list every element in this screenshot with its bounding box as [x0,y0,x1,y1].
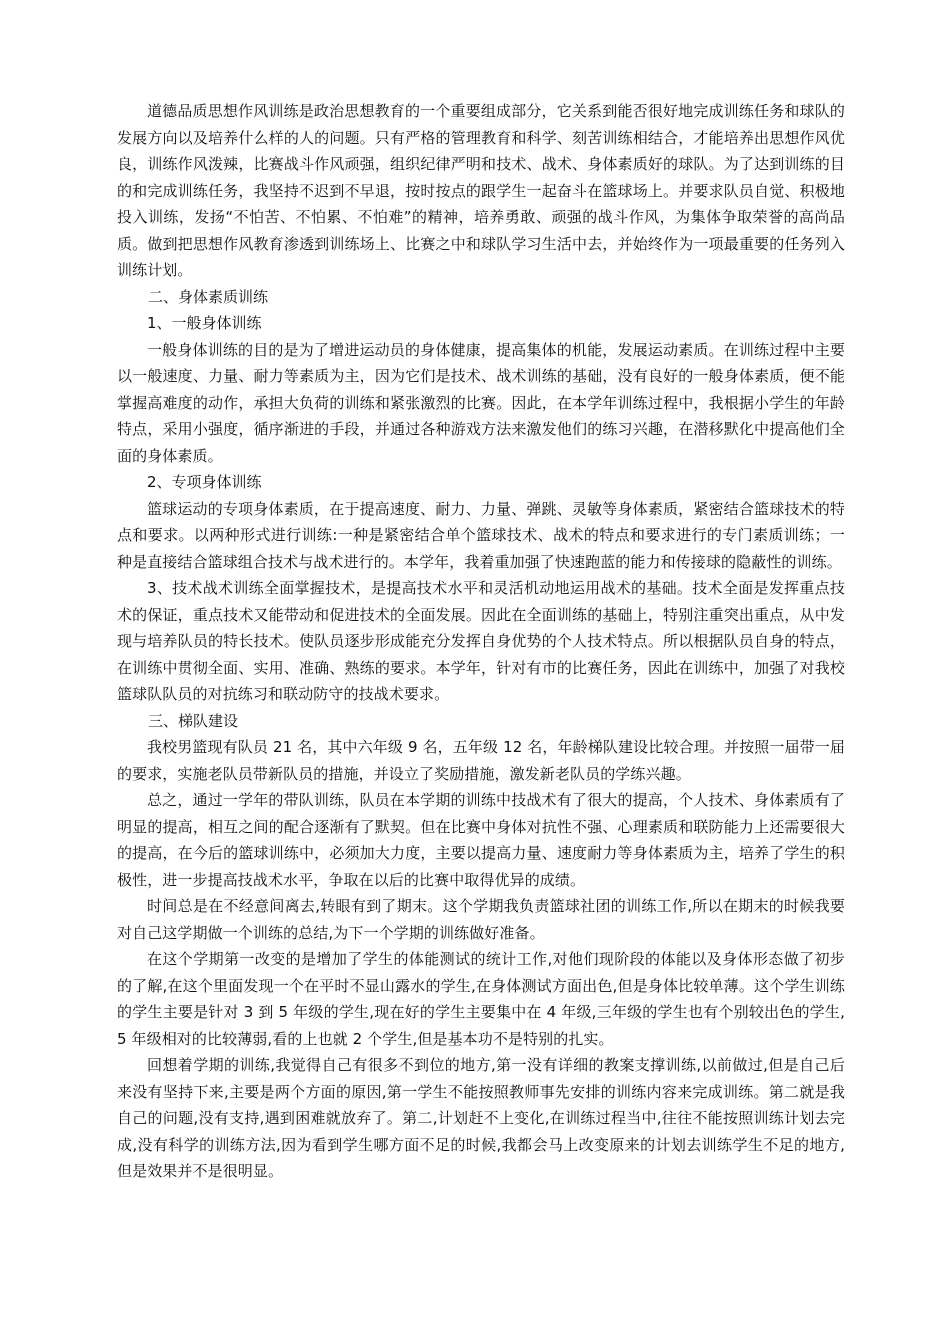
document-page [117,98,845,1185]
paragraph-reflection: 回想着学期的训练,我觉得自己有很多不到位的地方,第一没有详细的教案支撑训练,以前做过,但是自己后来没有坚持下来,主要是两个方面的原因,第一学生不能按照教师事先安排的训练内容来完成训练。第二就是我自己的问题,没有支持,遇到困难就放弃了。第二,计划赶不上变化,在训练过程当中,往往不能按照训练计划去完成,没有科学的训练方法,因为看到学生哪方面不足的时候,我都会马上改变原来的计划去训练学生不足的地方,但是效果并不是很明显。 [117,1056,845,1180]
paragraph-team-roster: 我校男篮现有队员 21 名，其中六年级 9 名，五年级 12 名，年龄梯队建设比较合理。并按照一届带一届的要求，实施老队员带新队员的措施，并设立了奖励措施，激发新老队员的学练兴趣。 [117,738,845,783]
paragraph-fitness-test: 在这个学期第一改变的是增加了学生的体能测试的统计工作,对他们现阶段的体能以及身体形态做了初步的了解,在这个里面发现一个在平时不显山露水的学生,在身体测试方面出色,但是身体比较单薄。这个学生训练的学生主要是针对 3 到 5 年级的学生,现在好的学生主要集中在 4 年级,三年级的学生也有个别较出色的学生,5 年级相对的比较薄弱,看的上也就 2 个学生,但是基本功不是特别的扎实。 [117,950,845,1048]
paragraph-technique-tactics: 3、技术战术训练全面掌握技术，是提高技术水平和灵活机动地运用战术的基础。技术全面是发挥重点技术的保证，重点技术又能带动和促进技术的全面发展。因此在全面训练的基础上，特别注重突出重点，从中发现与培养队员的特长技术。使队员逐步形成能充分发挥自身优势的个人技术特点。所以根据队员自身的特点，在训练中贯彻全面、实用、准确、熟练的要求。本学年，针对有市的比赛任务，因此在训练中，加强了对我校篮球队队员的对抗练习和联动防守的技战术要求。 [117,579,845,703]
paragraph-special-training: 篮球运动的专项身体素质，在于提高速度、耐力、力量、弹跳、灵敏等身体素质，紧密结合篮球技术的特点和要求。以两种形式进行训练:一种是紧密结合单个篮球技术、战术的特点和要求进行的专门素质训练；一种是直接结合篮球组合技术与战术进行的。本学年，我着重加强了快速跑蓝的能力和传接球的隐蔽性的训练。 [117,499,845,571]
subheading-general-training: 1、一般身体训练 [147,314,262,332]
paragraph-moral-training: 道德品质思想作风训练是政治思想教育的一个重要组成部分，它关系到能否很好地完成训练任务和球队的发展方向以及培养什么样的人的问题。只有严格的管理教育和科学、刻苦训练相结合，才能培养出思想作风优良，训练作风泼辣，比赛战斗作风顽强，组织纪律严明和技术、战术、身体素质好的球队。为了达到训练的目的和完成训练任务，我坚持不迟到不早退，按时按点的跟学生一起奋斗在篮球场上。并要求队员自觉、积极地投入训练，发扬“不怕苦、不怕累、不怕难”的精神，培养勇敢、顽强的战斗作风，为集体争取荣誉的高尚品质。做到把思想作风教育渗透到训练场上、比赛之中和球队学习生活中去，并始终作为一项最重要的任务列入训练计划。 [117,102,845,279]
paragraph-term-end: 时间总是在不经意间离去,转眼有到了期末。这个学期我负责篮球社团的训练工作,所以在期末的时候我要对自己这学期做一个训练的总结,为下一个学期的训练做好准备。 [117,897,845,942]
paragraph-general-training: 一般身体训练的目的是为了增进运动员的身体健康，提高集体的机能，发展运动素质。在训练过程中主要以一般速度、力量、耐力等素质为主，因为它们是技术、战术训练的基础，没有良好的一般身体素质，便不能掌握高难度的动作，承担大负荷的训练和紧张激烈的比赛。因此，在本学年训练过程中，我根据小学生的年龄特点，采用小强度，循序渐进的手段，并通过各种游戏方法来激发他们的练习兴趣，在潜移默化中提高他们全面的身体素质。 [117,340,845,465]
section-heading-physical-training: 二、身体素质训练 [148,287,269,306]
paragraph-summary: 总之，通过一学年的带队训练，队员在本学期的训练中技战术有了很大的提高，个人技术、身体素质有了明显的提高，相互之间的配合逐渐有了默契。但在比赛中身体对抗性不强、心理素质和联防能力上还需要很大的提高，在今后的篮球训练中，必须加大力度，主要以提高力量、速度耐力等身体素质为主，培养了学生的积极性，进一步提高技战术水平，争取在以后的比赛中取得优异的成绩。 [117,791,845,889]
subheading-special-training: 2、专项身体训练 [147,473,262,491]
section-heading-team-building: 三、梯队建设 [148,711,239,730]
